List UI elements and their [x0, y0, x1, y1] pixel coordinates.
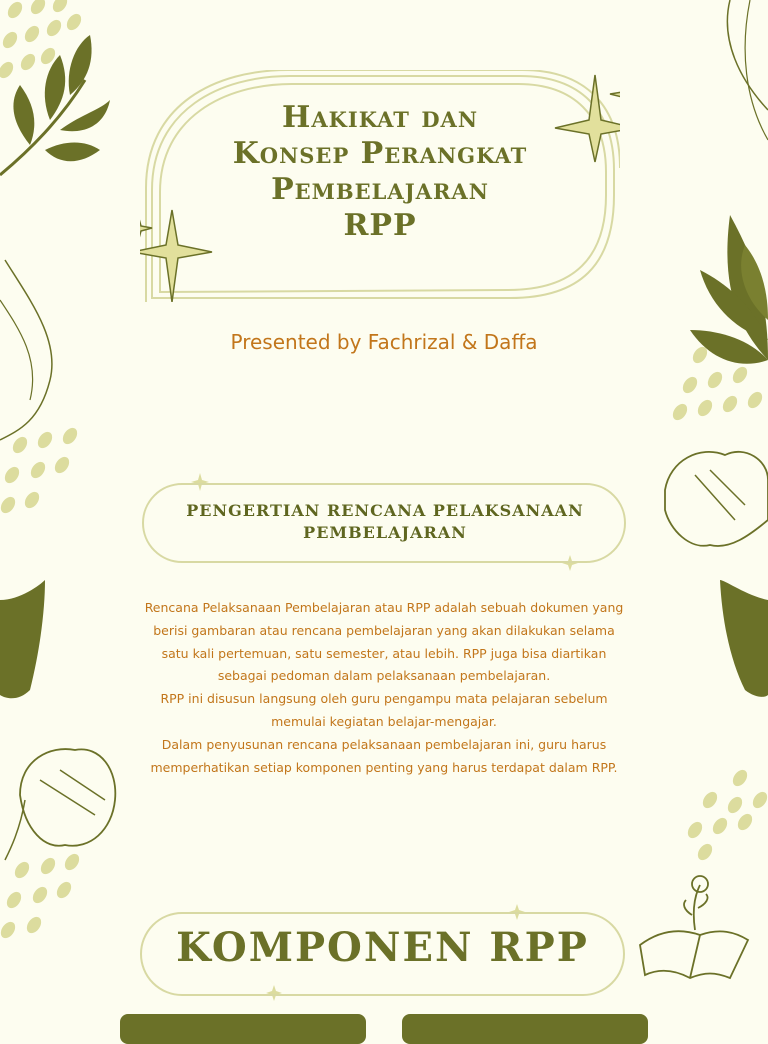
- line-swirl-icon: [0, 260, 52, 440]
- leaf-cluster-icon: [690, 215, 768, 364]
- body-paragraph: Rencana Pelaksanaan Pembelajaran atau RPP adalah sebuah dokumen yang berisi gambaran atau rencana pembelajaran yang akan dilakukan selama satu kali pertemuan, satu semester, atau lebih. RPP juga bisa diartikan sebagai pedoman dalam pelaksanaan pembelajaran.: [144, 600, 624, 684]
- presenter-line: Presented by Fachrizal & Daffa: [230, 330, 538, 354]
- component-card: [402, 1014, 648, 1044]
- section-body: [138, 597, 630, 779]
- component-card: [120, 1014, 366, 1044]
- body-paragraph: Dalam penyusunan rencana pelaksanaan pembelajaran ini, guru harus memperhatikan setiap komponen penting yang harus terdapat dalam RPP.: [150, 736, 618, 775]
- leaf-branch-icon: [0, 35, 110, 175]
- body-paragraph: RPP ini disusun langsung oleh guru pengampu mata pelajaran sebelum memulai kegiatan belajar-mengajar.: [160, 691, 608, 729]
- fern-leaf-icon: [0, 580, 45, 698]
- section-heading-pengertian: PENGERTIAN RENCANA PELAKSANAAN PEMBELAJARAN: [186, 501, 584, 542]
- section-heading-komponen: KOMPONEN RPP: [176, 924, 589, 971]
- page-title: Hakikat dan Konsep Perangkat Pembelajaran RPP: [232, 100, 528, 243]
- open-book-icon: [640, 876, 748, 978]
